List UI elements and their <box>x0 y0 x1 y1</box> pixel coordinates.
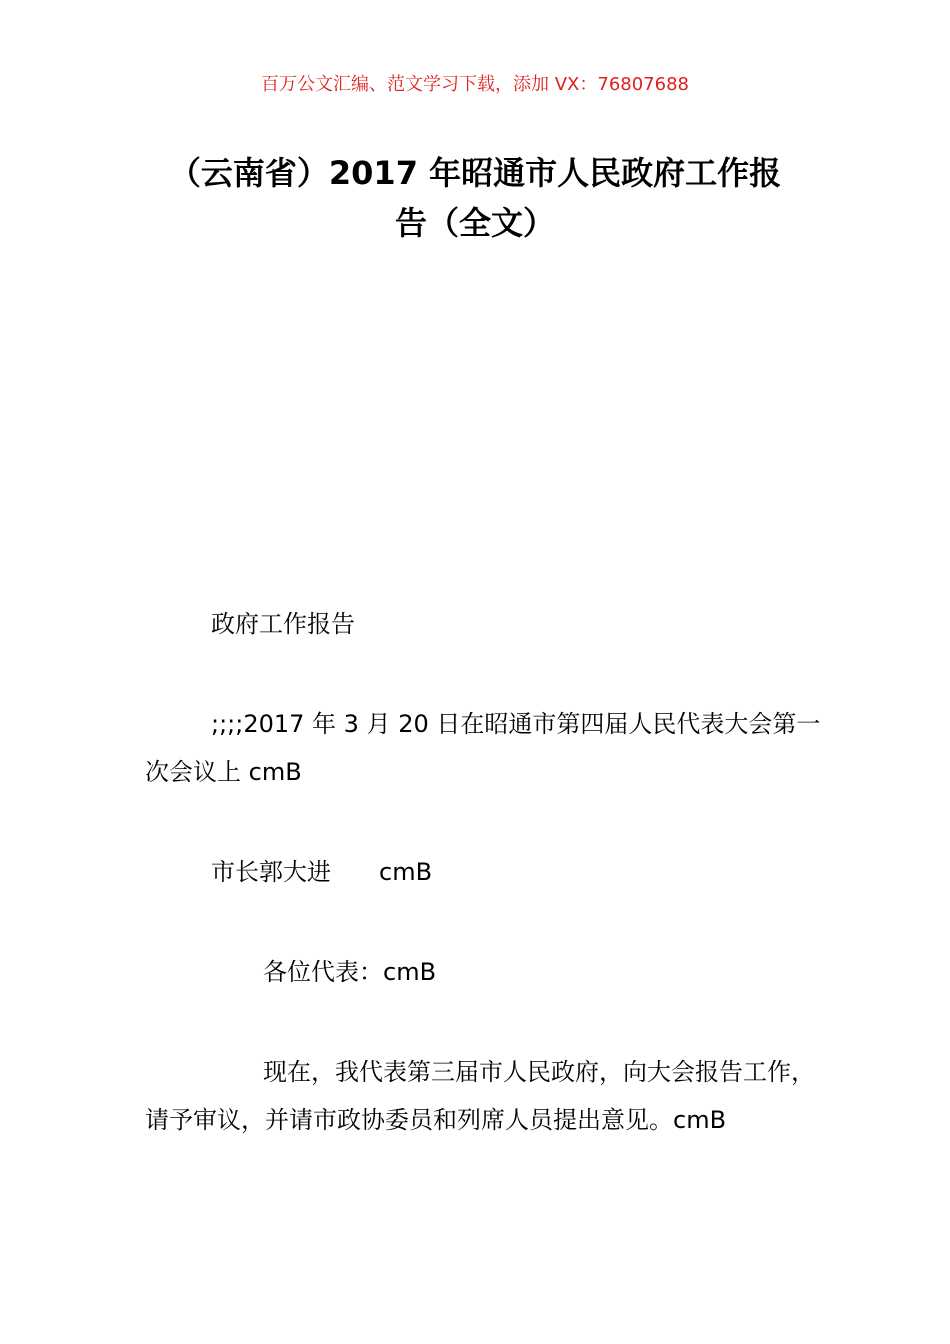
paragraph-heading: 政府工作报告 <box>211 610 355 638</box>
paragraph-salutation: 各位代表：cmB <box>263 958 437 986</box>
paragraph-meeting-info: ;;;;2017 年 3 月 20 日在昭通市第四届人民代表大会第一次会议上 cmB <box>145 710 821 786</box>
paragraph-speaker: 市长郭大进 cmB <box>211 858 433 886</box>
title-line-2: 告（全文） <box>394 204 555 242</box>
document-title <box>120 148 830 248</box>
paragraph-opening: 现在，我代表第三届市人民政府，向大会报告工作，请予审议，并请市政协委员和列席人员提出意见。cmB <box>145 1058 815 1134</box>
title-line-1: （云南省）2017 年昭通市人民政府工作报 <box>168 154 782 192</box>
promo-header: 百万公文汇编、范文学习下载，添加 VX：76807688 <box>261 74 689 95</box>
